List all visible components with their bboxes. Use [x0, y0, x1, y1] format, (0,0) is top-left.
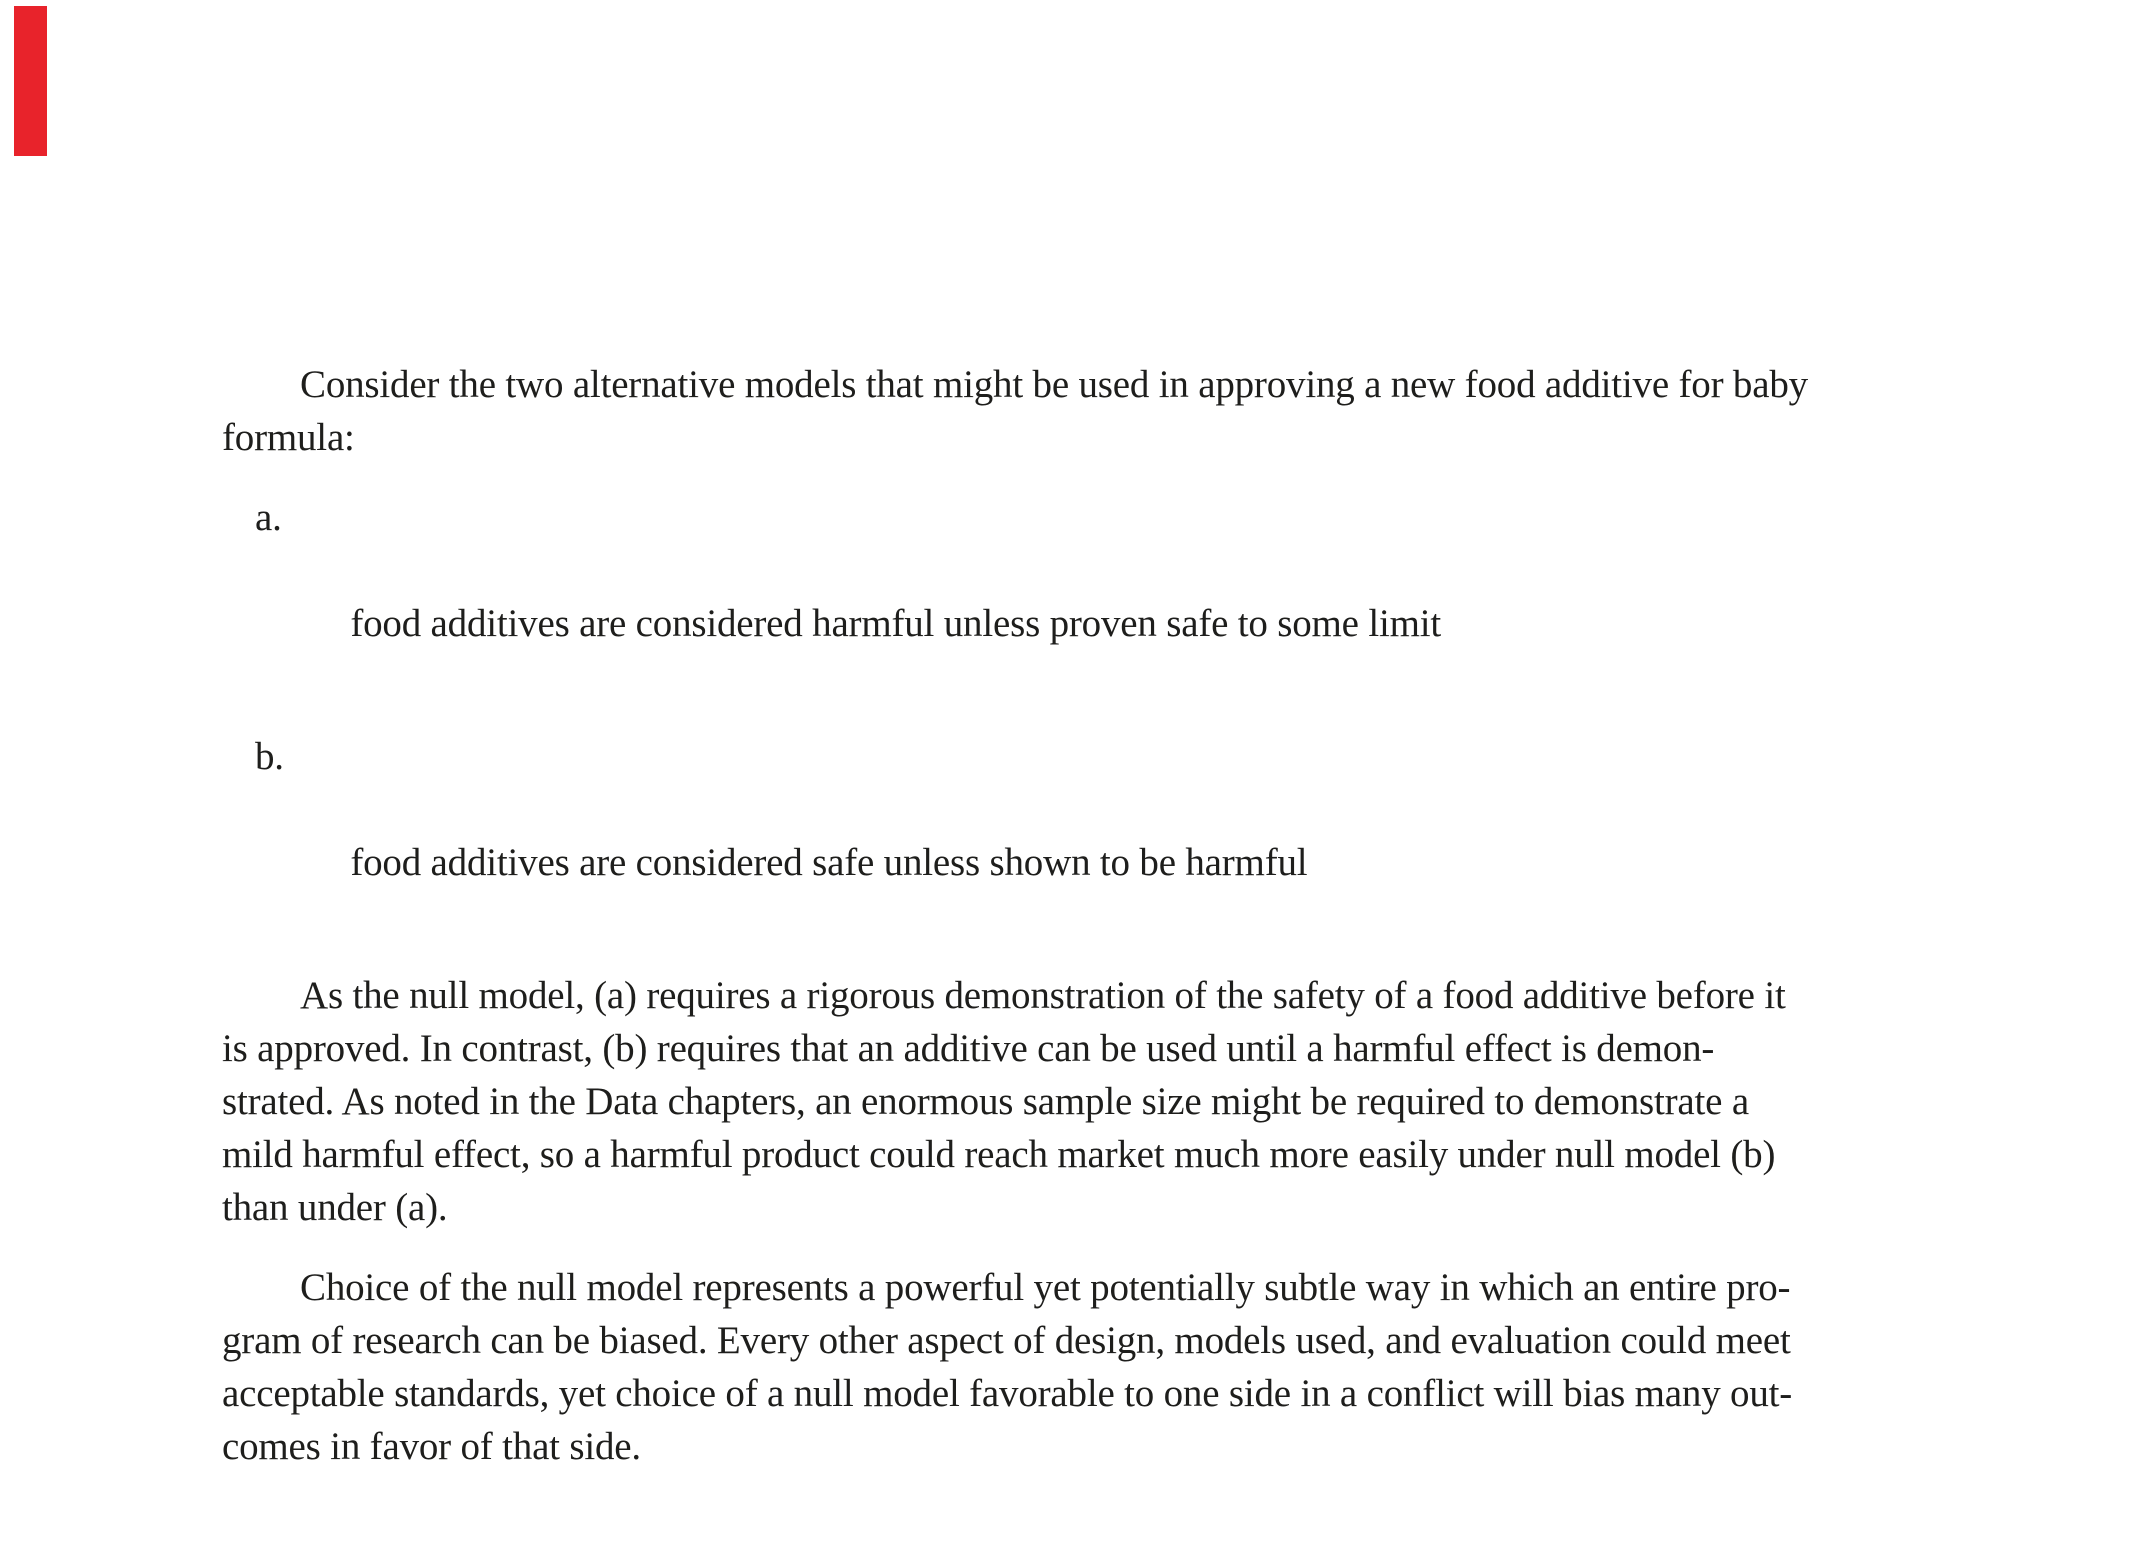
- paragraph-line: Consider the two alternative models that might be used in approving a new food additive for baby: [300, 363, 1808, 406]
- paragraph-line: gram of research can be biased. Every other aspect of design, models used, and evaluation could meet: [222, 1319, 1791, 1362]
- list-item-text: food additives are considered safe unless shown to be harmful: [350, 841, 1308, 884]
- list-item-marker: a.: [255, 496, 282, 539]
- paragraph-line: than under (a).: [222, 1186, 448, 1229]
- paragraph-intro: [222, 358, 1917, 464]
- paragraph-line: mild harmful effect, so a harmful product could reach market much more easily under null model (b): [222, 1133, 1776, 1176]
- paragraph-line: is approved. In contrast, (b) requires that an additive can be used until a harmful effect is demon-: [222, 1027, 1715, 1070]
- list-item-a: [222, 491, 1917, 703]
- paragraph-line: acceptable standards, yet choice of a null model favorable to one side in a conflict will bias many out-: [222, 1372, 1793, 1415]
- paragraph-null-model: [222, 969, 1917, 1234]
- paragraph-choice-bias: [222, 1261, 1917, 1473]
- paragraph-line: strated. As noted in the Data chapters, an enormous sample size might be required to demonstrate a: [222, 1080, 1749, 1123]
- paragraph-line: As the null model, (a) requires a rigorous demonstration of the safety of a food additive before it: [300, 974, 1786, 1017]
- paragraph-line: Choice of the null model represents a powerful yet potentially subtle way in which an entire pro-: [300, 1266, 1791, 1309]
- paragraph-line: formula:: [222, 416, 355, 459]
- text-content: [222, 358, 1917, 1473]
- list-item-text: food additives are considered harmful unless proven safe to some limit: [350, 602, 1442, 645]
- paragraph-line: comes in favor of that side.: [222, 1425, 641, 1468]
- list-item-b: [222, 730, 1917, 942]
- red-margin-marker: [14, 6, 47, 156]
- list-item-marker: b.: [255, 735, 284, 778]
